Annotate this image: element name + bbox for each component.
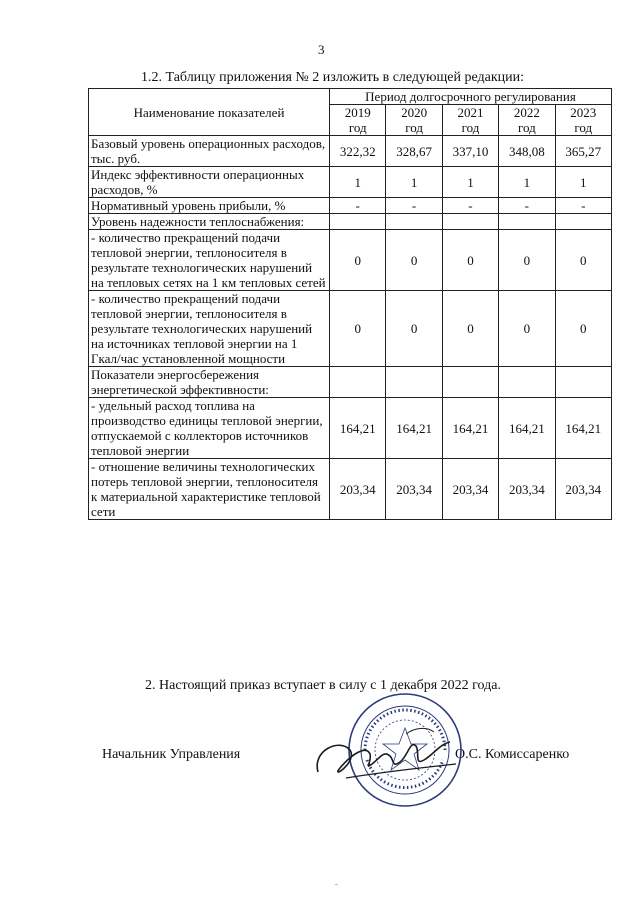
indicator-value: 1 — [499, 167, 555, 198]
indicator-value: 322,32 — [330, 136, 386, 167]
header-year-word: год — [348, 120, 367, 135]
indicator-name: Нормативный уровень прибыли, % — [89, 198, 330, 214]
indicator-value: 0 — [386, 230, 442, 291]
header-row — [89, 89, 612, 105]
indicator-value — [386, 367, 442, 398]
indicator-value: 0 — [386, 291, 442, 367]
indicator-value — [499, 367, 555, 398]
indicator-value — [555, 214, 612, 230]
indicator-value: 0 — [555, 230, 612, 291]
indicator-value: 164,21 — [442, 398, 498, 459]
header-year-number: 2020 — [401, 105, 428, 120]
header-indicator-name: Наименование показателей — [89, 89, 330, 136]
signature-stroke-underline — [346, 764, 456, 778]
indicator-value: - — [555, 198, 612, 214]
page-number: 3 — [318, 42, 325, 57]
indicator-value: 328,67 — [386, 136, 442, 167]
indicator-value: 0 — [442, 291, 498, 367]
indicator-value: 203,34 — [555, 459, 612, 520]
table-row — [89, 459, 612, 520]
indicator-value: 203,34 — [330, 459, 386, 520]
table-row — [89, 230, 612, 291]
header-year-word: год — [574, 120, 593, 135]
indicator-value — [555, 367, 612, 398]
header-period: Период долгосрочного регулирования — [330, 89, 612, 105]
indicator-name: - удельный расход топлива на производство единицы тепловой энергии, отпускаемой с коллекторов источников тепловой энергии — [89, 398, 330, 459]
indicator-value: 164,21 — [555, 398, 612, 459]
table-row — [89, 367, 612, 398]
indicator-value: 0 — [330, 230, 386, 291]
table-body — [89, 136, 612, 520]
indicator-value: 203,34 — [442, 459, 498, 520]
header-year — [499, 105, 555, 136]
indicator-value: 348,08 — [499, 136, 555, 167]
indicator-value — [330, 367, 386, 398]
position-title: Начальник Управления — [102, 747, 241, 762]
indicator-value — [499, 214, 555, 230]
indicator-value — [330, 214, 386, 230]
indicator-name: - количество прекращений подачи тепловой энергии, теплоносителя в результате технологических нарушений на тепловых сетях на 1 км тепловых сетей — [89, 230, 330, 291]
table-row — [89, 214, 612, 230]
scan-speck — [335, 884, 338, 885]
indicator-value: 0 — [330, 291, 386, 367]
indicator-value: 0 — [499, 291, 555, 367]
indicator-value — [386, 214, 442, 230]
header-year-word: год — [461, 120, 480, 135]
indicator-value: 1 — [442, 167, 498, 198]
indicator-value: - — [499, 198, 555, 214]
header-year — [330, 105, 386, 136]
indicator-value — [442, 214, 498, 230]
indicator-name: - количество прекращений подачи тепловой энергии, теплоносителя в результате технологических нарушений на источниках тепловой энергии на 1 Гкал/час установленной мощности — [89, 291, 330, 367]
header-year-number: 2022 — [513, 105, 540, 120]
header-year-word: год — [517, 120, 536, 135]
table-row — [89, 136, 612, 167]
indicator-value: 164,21 — [330, 398, 386, 459]
handwritten-signature — [310, 720, 460, 790]
clause-2: 2. Настоящий приказ вступает в силу с 1 декабря 2022 года. — [145, 678, 501, 693]
indicator-value — [442, 367, 498, 398]
indicator-value: 0 — [442, 230, 498, 291]
header-year-number: 2021 — [457, 105, 484, 120]
indicator-value: 203,34 — [499, 459, 555, 520]
indicator-value: 164,21 — [386, 398, 442, 459]
indicator-name: Базовый уровень операционных расходов, тыс. руб. — [89, 136, 330, 167]
header-year-number: 2023 — [570, 105, 597, 120]
intro-paragraph: 1.2. Таблицу приложения № 2 изложить в следующей редакции: — [141, 70, 525, 85]
indicator-value: 1 — [386, 167, 442, 198]
table-row — [89, 198, 612, 214]
signature-stroke-main — [317, 742, 450, 772]
table-row — [89, 291, 612, 367]
indicator-name: Индекс эффективности операционных расходов, % — [89, 167, 330, 198]
indicator-value: 0 — [555, 291, 612, 367]
table-row — [89, 167, 612, 198]
indicator-value: 164,21 — [499, 398, 555, 459]
indicator-name: - отношение величины технологических потерь тепловой энергии, теплоносителя к материальной характеристике тепловой сети — [89, 459, 330, 520]
indicator-name: Показатели энергосбережения энергетической эффективности: — [89, 367, 330, 398]
indicator-value: - — [442, 198, 498, 214]
indicator-value: 337,10 — [442, 136, 498, 167]
table-row — [89, 398, 612, 459]
signature-stroke-flourish — [406, 728, 434, 734]
indicator-value: 0 — [499, 230, 555, 291]
header-year — [555, 105, 612, 136]
header-year-word: год — [405, 120, 423, 135]
indicator-name: Уровень надежности теплоснабжения: — [89, 214, 330, 230]
indicator-value: - — [386, 198, 442, 214]
signer-name: О.С. Комиссаренко — [455, 747, 570, 762]
indicator-value: - — [330, 198, 386, 214]
header-year-number: 2019 — [344, 105, 371, 120]
indicators-table — [88, 88, 612, 520]
indicator-value: 365,27 — [555, 136, 612, 167]
header-year — [386, 105, 442, 136]
header-year — [442, 105, 498, 136]
indicator-value: 203,34 — [386, 459, 442, 520]
indicator-value: 1 — [555, 167, 612, 198]
indicator-value: 1 — [330, 167, 386, 198]
